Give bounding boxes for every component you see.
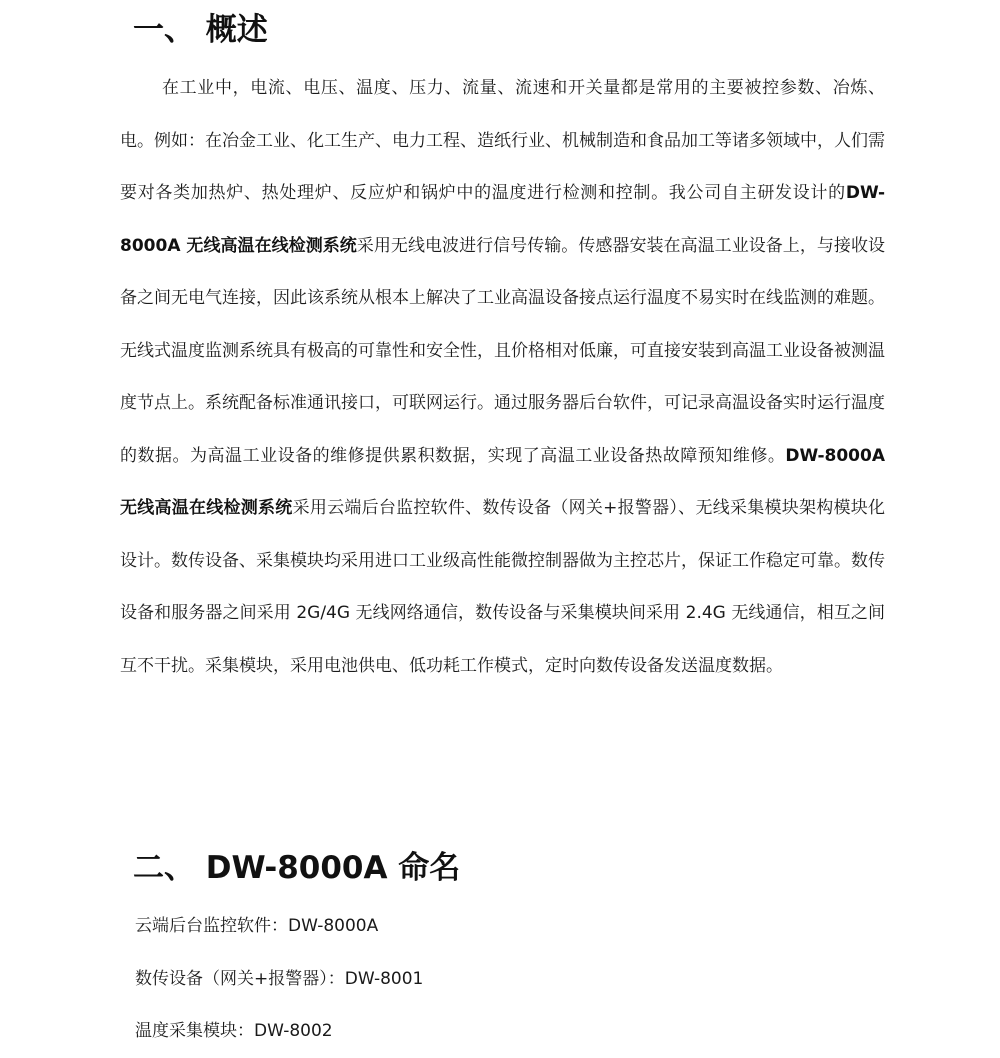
naming-list	[135, 900, 895, 1058]
overview-paragraph	[120, 62, 885, 692]
product-name-bold-2: DW-8000A 无线高温在线检测系统	[120, 445, 885, 518]
naming-item-temperature-module: 温度采集模块：DW-8002	[135, 1021, 333, 1041]
product-name-bold-1: DW-8000A 无线高温在线检测系统	[120, 183, 885, 256]
overview-text-part-3: 采用云端后台监控软件、数传设备（网关+报警器）、无线采集模块架构模块化设计。数传设备、采集模块均采用进口工业级高性能微控制器做为主控芯片，保证工作稳定可靠。数传设备和服务器之间采用 2G/4G 无线网络通信，数传设备与采集模块间采用 2.4G 无线通信，相互之间互不干扰。采集模块，采用电池供电、低功耗工作模式，定时向数传设备发送温度数据。	[120, 498, 885, 676]
naming-item-data-transmission: 数传设备（网关+报警器）：DW-8001	[135, 968, 424, 989]
overview-text-part-1: 在工业中，电流、电压、温度、压力、流量、流速和开关量都是常用的主要被控参数、冶炼、电。例如：在冶金工业、化工生产、电力工程、造纸行业、机械制造和食品加工等诸多领域中，人们需要对各类加热炉、热处理炉、反应炉和锅炉中的温度进行检测和控制。我公司自主研发设计的	[120, 78, 885, 203]
overview-text-part-2: 采用无线电波进行信号传输。传感器安装在高温工业设备上，与接收设备之间无电气连接，因此该系统从根本上解决了工业高温设备接点运行温度不易实时在线监测的难题。无线式温度监测系统具有极高的可靠性和安全性，且价格相对低廉，可直接安装到高温工业设备被测温度节点上。系统配备标准通讯接口，可联网运行。通过服务器后台软件，可记录高温设备实时运行温度的数据。为高温工业设备的维修提供累积数据，实现了高温工业设备热故障预知维修。	[120, 235, 886, 466]
section-title-overview: 一、 概述	[133, 12, 268, 48]
naming-item-cloud-software: 云端后台监控软件：DW-8000A	[135, 916, 379, 936]
section-title-naming: 二、 DW-8000A 命名	[133, 850, 461, 886]
